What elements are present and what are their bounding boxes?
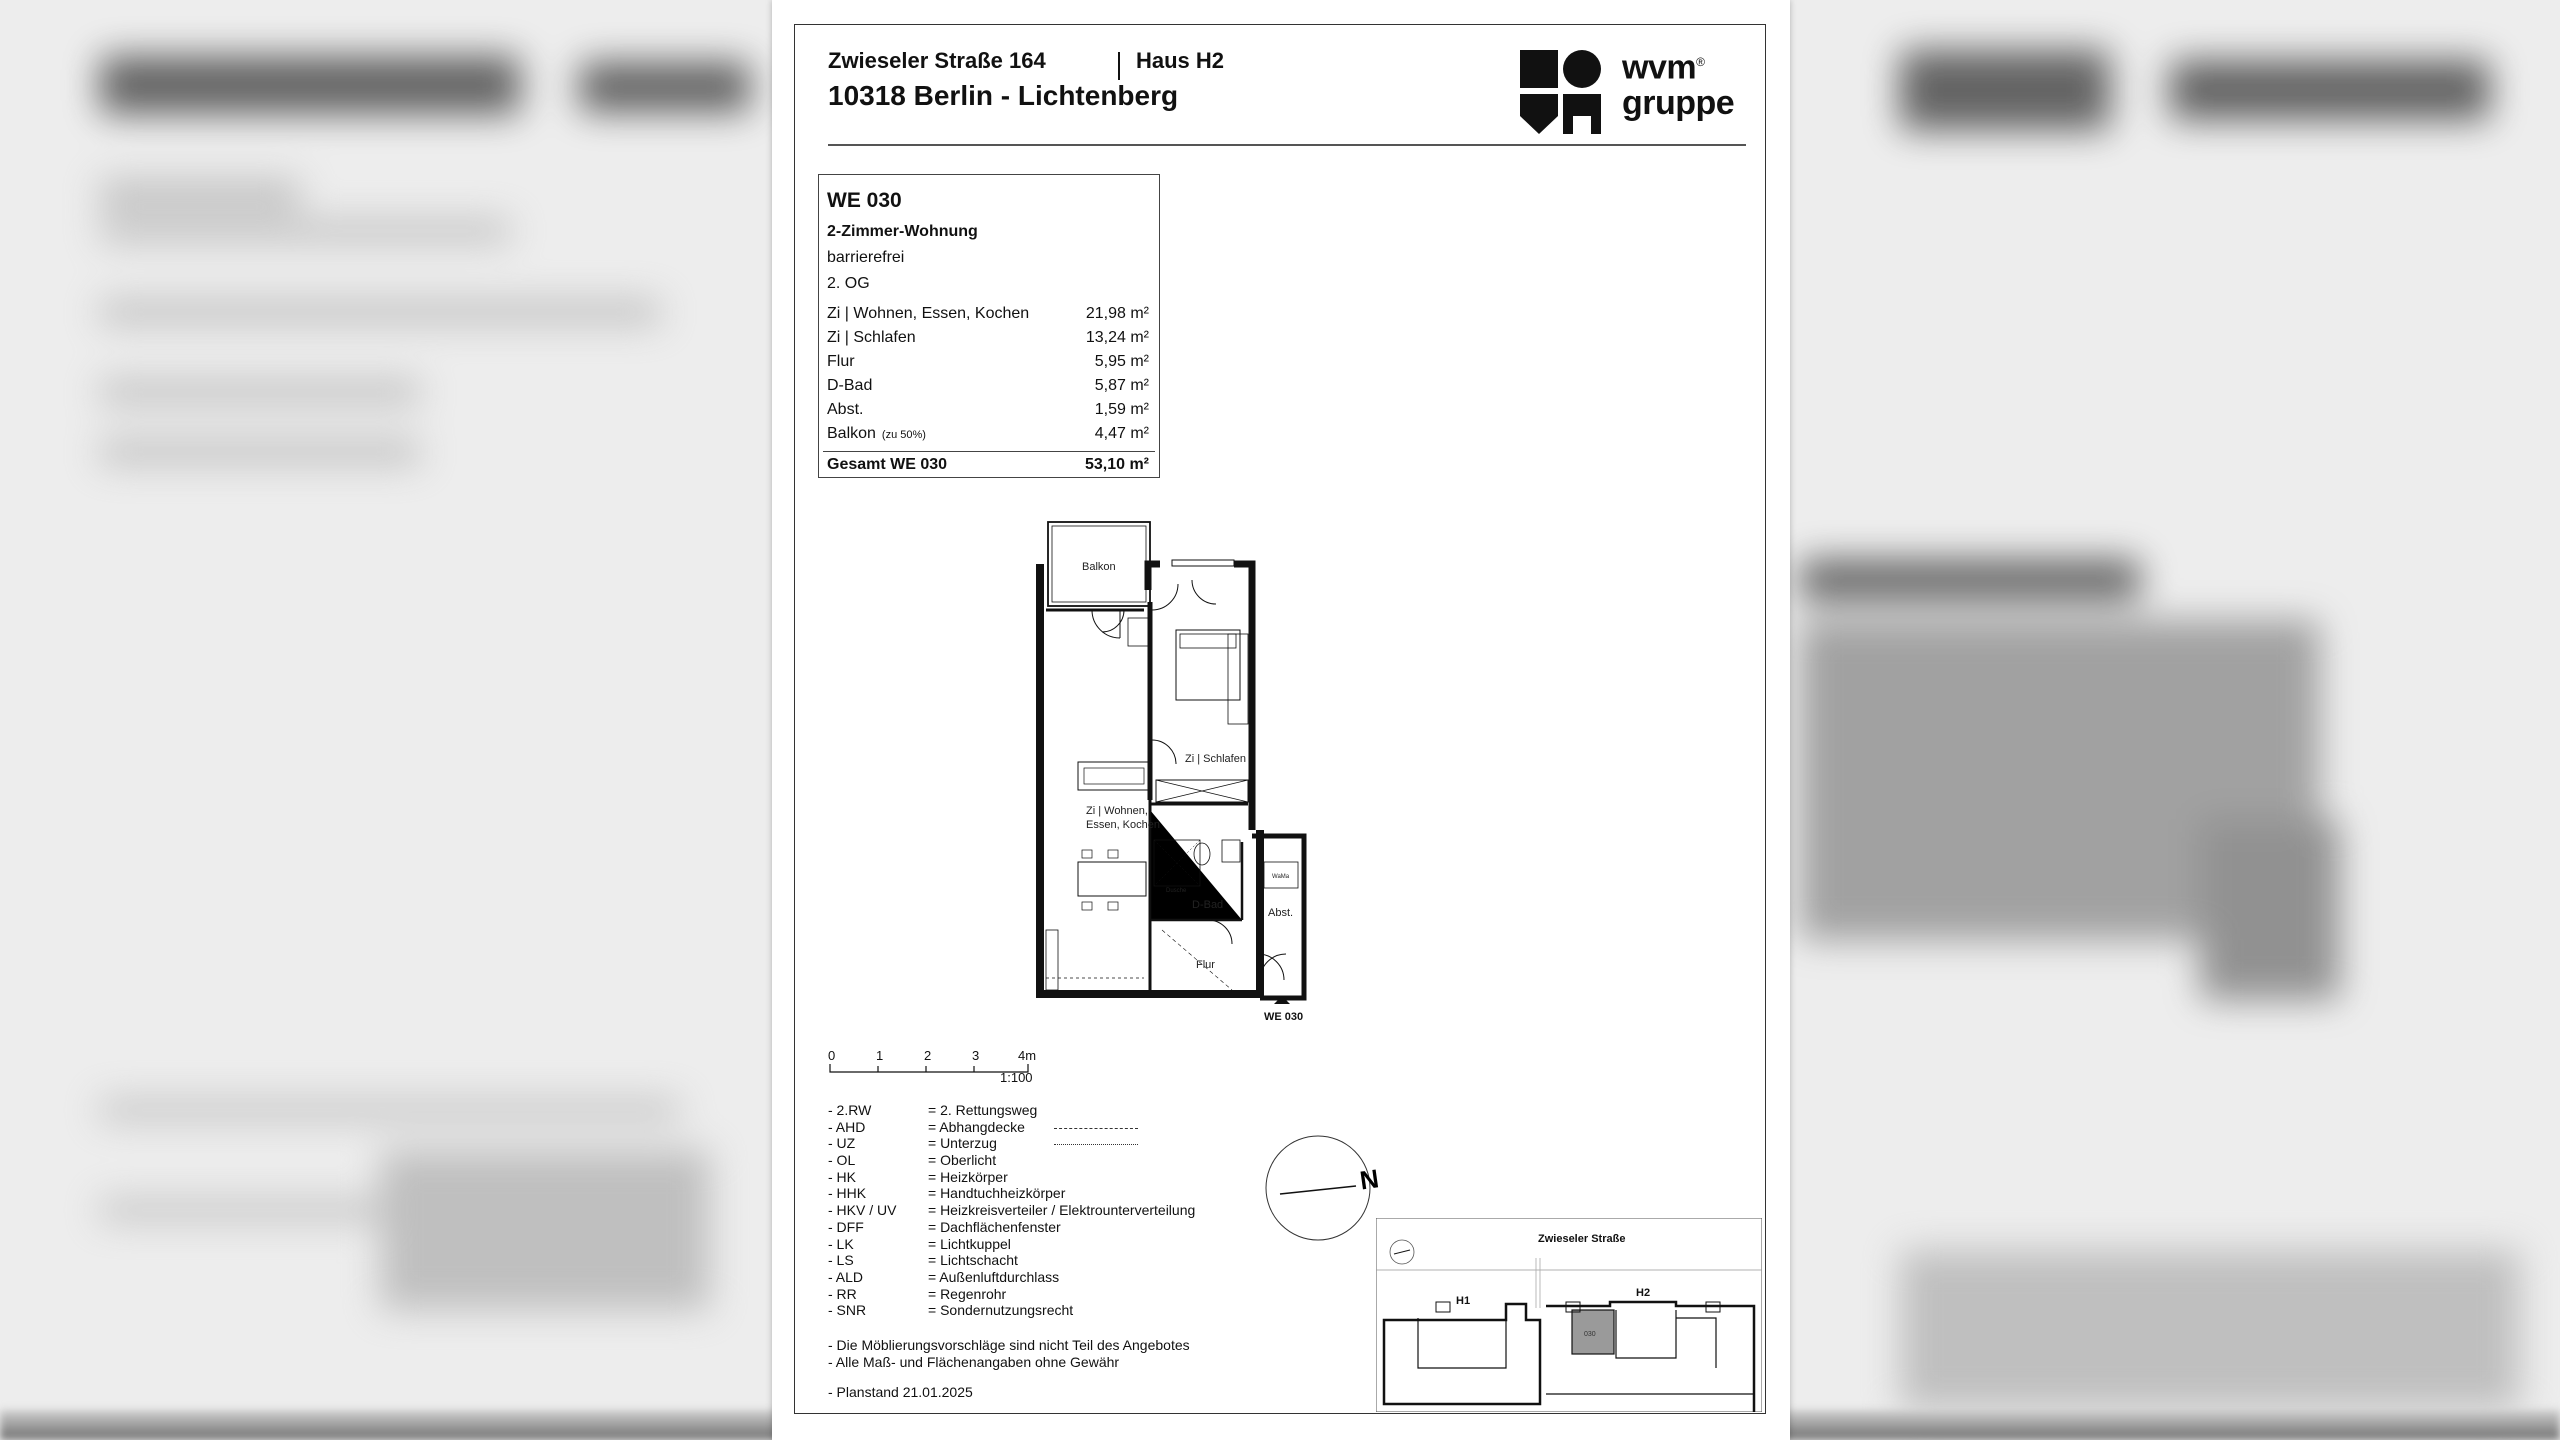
scale-bar [828,1044,1068,1084]
north-letter: N [1357,1163,1381,1196]
plan-date: - Planstand 21.01.2025 [828,1384,973,1400]
label-schlafen: Zi | Schlafen [1185,753,1246,765]
scale-tick-2: 2 [924,1048,932,1063]
logo-text [1622,44,1734,121]
scale-ratio: 1:100 [1000,1070,1033,1084]
label-wama: WaMa [1272,874,1290,880]
label-balkon: Balkon [1082,561,1116,573]
label-wohnen-line2: Essen, Kochen [1086,819,1160,831]
room-area: 21,98 m² [1085,305,1149,322]
label-entrance: WE 030 [1264,1011,1304,1023]
logo-wvm: wvm [1622,48,1697,87]
unit-type: 2-Zimmer-Wohnung [827,223,978,240]
unit-info-box [818,174,1160,478]
room-name: Zi | Schlafen [827,329,916,346]
scale-tick-3: 3 [972,1048,980,1063]
total-row [823,451,1155,476]
room-area: 1,59 m² [1094,401,1149,418]
scale-tick-1: 1 [876,1048,884,1063]
balcony-note: (zu 50%) [881,429,926,441]
room-area: 13,24 m² [1085,329,1149,346]
room-row [827,329,1149,353]
street-address: Zwieseler Straße 164 [828,48,1046,73]
room-name: Flur [827,353,855,370]
header-separator [1118,52,1120,80]
total-label: Gesamt WE 030 [827,456,948,473]
label-bad: D-Bad [1192,899,1224,911]
floorplan-document: Zwieseler Straße 164 Haus H2 10318 Berlin - Lichtenberg wvm® gruppe WE 030 2-Zimmer-Wohnung barrierefrei 2. OG Zi | Wohnen, Essen, Kochen 21,98 m² Zi | Schlafen 13,24 m² Flur 5,95 m² D-Bad 5,87 m² Abst. 1,59 m² Balkon (zu 50%) 4,47 m² Gesamt WE 030 53,10 m² Balkon Dusche WaMa Zi | Schlafen Zi | Wohnen, Essen, Kochen D-Bad Abst. Flur WE 030 0 1 2 3 4m 1:100 - 2.RW = 2. Rettungsweg - AHD = Abhangdecke - UZ = Unterzug - OL = Oberlicht - HK = Heizkörper - HHK = Handtuchheizkörper - HKV / UV = Heizkreisverteiler / Elektrounterverteilung - DFF = Dachflächenfenster - LK = Lichtkuppel - LS = Lichtschacht - ALD = Außenluftdurchlass - RR = Regenrohr - SNR = Sondernutzungsrecht - Die Möblierungsvorschläge sind nicht Teil des Angebotes - Alle Maß- und Flächenangaben ohne Gewähr - Planstand 21.01.2025 N Zwieseler Straße H1 H2 030 [772,0,1790,1440]
site-street: Zwieseler Straße [1538,1233,1626,1245]
logo-registered: ® [1696,55,1705,69]
room-list [827,305,1149,449]
site-plan [1376,1218,1762,1412]
dotted-line-sample [1054,1144,1138,1145]
scale-tick-4: 4m [1018,1048,1037,1063]
site-h2: H2 [1636,1287,1651,1299]
header-rule [828,144,1746,146]
note-furniture: - Die Möblierungsvorschläge sind nicht Teil des Angebotes [828,1337,1190,1353]
scale-tick-0: 0 [828,1048,836,1063]
room-row [827,305,1149,329]
house-label: Haus H2 [1136,48,1225,73]
site-h1: H1 [1456,1295,1471,1307]
room-row [827,425,1149,449]
floor-plan-drawing [1032,510,1492,1030]
room-row [827,353,1149,377]
room-area: 5,87 m² [1094,377,1149,394]
label-flur: Flur [1196,959,1215,971]
room-area: 4,47 m² [1094,425,1149,442]
label-dusche: Dusche [1166,888,1187,894]
note-dimensions: - Alle Maß- und Flächenangaben ohne Gewähr [828,1353,1120,1370]
site-unit: 030 [1584,1331,1596,1338]
room-row [827,401,1149,425]
disclaimer-notes [828,1337,1190,1370]
room-name [827,425,926,443]
dashed-line-sample [1054,1128,1138,1129]
unit-accessibility: barrierefrei [827,249,905,266]
city-address: 10318 Berlin - Lichtenberg [828,80,1179,111]
room-name: Abst. [827,401,864,418]
label-wohnen-line1: Zi | Wohnen, [1086,805,1148,817]
unit-id: WE 030 [827,189,902,212]
room-name: D-Bad [827,377,873,394]
room-area: 5,95 m² [1094,353,1149,370]
total-area: 53,10 m² [1084,456,1149,473]
room-name-text: Balkon [827,425,876,442]
room-name: Zi | Wohnen, Essen, Kochen [827,305,1030,322]
unit-floor: 2. OG [827,275,870,292]
room-row [827,377,1149,401]
logo-gruppe: gruppe [1622,84,1735,123]
label-abst: Abst. [1268,907,1294,919]
